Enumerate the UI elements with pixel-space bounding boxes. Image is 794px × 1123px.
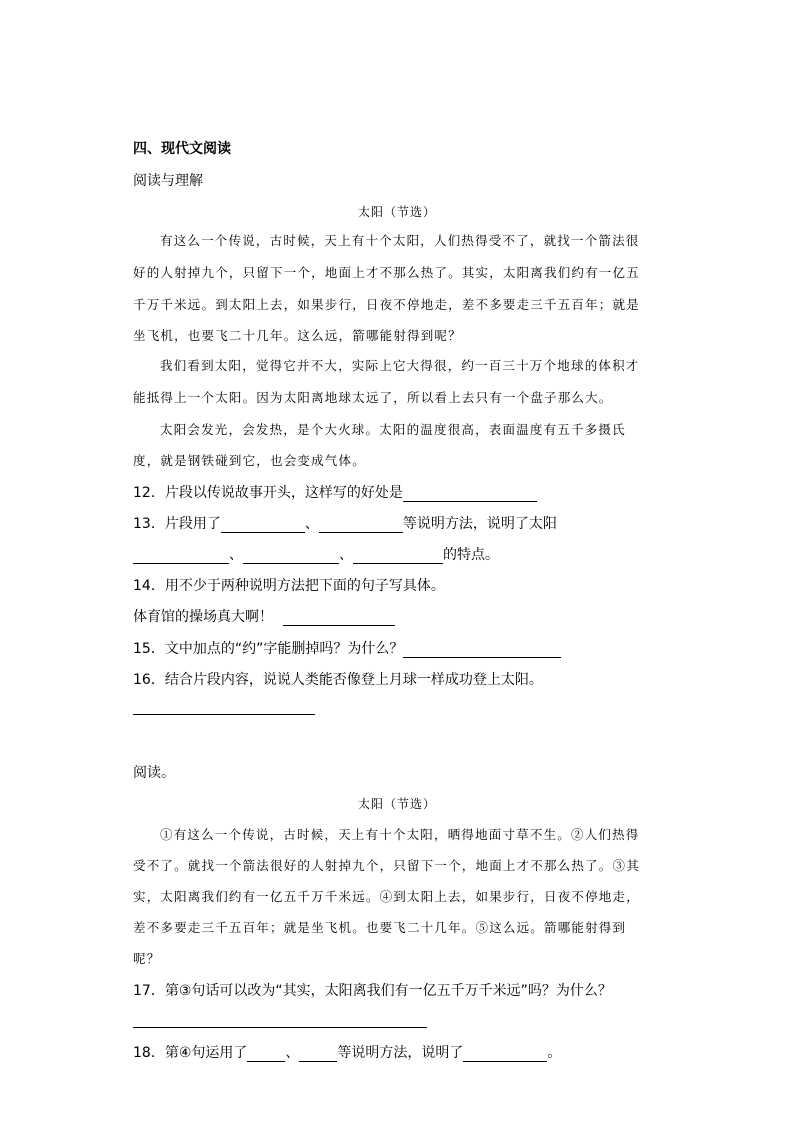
part2-passage-line: ①有这么一个传说，古时候，天上有十个太阳，晒得地面寸草不生。②人们热得 — [160, 827, 640, 842]
separator: 、 — [304, 516, 319, 532]
part2-passage-title: 太阳（节选） — [357, 797, 436, 811]
answer-blank[interactable] — [133, 549, 229, 564]
separator: 、 — [229, 547, 243, 563]
question-13-continued — [133, 546, 499, 564]
question-18-text: 等说明方法，说明了 — [337, 1045, 464, 1061]
question-12-text: 12．片段以传说故事开头，这样写的好处是 — [133, 485, 403, 501]
part2-instruction: 阅读。 — [133, 765, 175, 781]
part2-passage-line: 实，太阳离我们约有一亿五千万千米远。④到太阳上去，如果步行，日夜不停地走， — [133, 889, 640, 904]
part1-passage-line: 太阳会发光，会发热，是个大火球。太阳的温度很高，表面温度有五千多摄氏 — [160, 422, 626, 437]
question-17: 17．第③句话可以改为“其实，太阳离我们有一亿五千万千米远”吗？为什么？ — [133, 983, 612, 999]
part2-passage-line: 差不多要走三千五百年；就是坐飞机。也要飞二十几年。⑤这么远。箭哪能射得到 — [133, 920, 627, 935]
question-13-text: 等说明方法，说明了太阳 — [402, 516, 557, 532]
part2-passage-line: 受不了。就找一个箭法很好的人射掉九个，只留下一个，地面上才不那么热了。③其 — [133, 858, 640, 873]
answer-blank[interactable] — [221, 518, 305, 533]
separator: 、 — [285, 1045, 300, 1061]
question-18-end: 。 — [547, 1045, 562, 1061]
part1-passage-line: 能抵得上一个太阳。因为太阳离地球太远了，所以看上去只有一个盘子那么大。 — [133, 390, 613, 405]
part1-passage-line: 度，就是钢铁碰到它，也会变成气体。 — [133, 453, 366, 468]
answer-blank[interactable] — [463, 1047, 547, 1062]
question-15 — [133, 640, 561, 658]
question-18 — [133, 1044, 561, 1062]
answer-blank[interactable] — [403, 643, 561, 658]
part1-passage-line: 坐飞机，也要飞二十几年。这么远，箭哪能射得到呢？ — [133, 328, 462, 343]
part1-instruction: 阅读与理解 — [133, 173, 203, 189]
question-13-text: 的特点。 — [443, 547, 499, 563]
part2-passage-line: 呢？ — [133, 951, 161, 966]
answer-blank[interactable] — [319, 518, 403, 533]
question-14-sentence-line — [133, 608, 395, 626]
answer-blank[interactable] — [353, 549, 443, 564]
answer-line[interactable] — [133, 714, 315, 715]
question-18-text: 18．第④句运用了 — [133, 1045, 248, 1061]
part1-passage-line: 我们看到太阳，觉得它并不大，实际上它大得很，约一百三十万个地球的体积才 — [160, 358, 640, 373]
part1-passage-line: 好的人射掉九个，只留下一个，地面上才不那么热了。其实，太阳离我们约有一亿五 — [133, 265, 640, 280]
part1-passage-title: 太阳（节选） — [357, 205, 436, 219]
question-14-sentence: 体育馆的操场真大啊！ — [133, 609, 273, 625]
question-15-text: 15．文中加点的“约”字能删掉吗？为什么？ — [133, 641, 404, 657]
separator: 、 — [339, 547, 353, 563]
question-13-text: 13．片段用了 — [133, 516, 221, 532]
answer-blank[interactable] — [283, 611, 395, 626]
part1-passage-line: 有这么一个传说，古时候，天上有十个太阳，人们热得受不了，就找一个箭法很 — [160, 233, 640, 248]
answer-blank[interactable] — [403, 487, 537, 502]
answer-blank[interactable] — [243, 549, 339, 564]
answer-line[interactable] — [133, 1027, 427, 1028]
question-12 — [133, 484, 537, 502]
part1-passage-line: 千万千米远。到太阳上去，如果步行，日夜不停地走，差不多要走三千五百年；就是 — [133, 297, 640, 312]
answer-blank[interactable] — [299, 1047, 337, 1062]
question-16: 16．结合片段内容，说说人类能否像登上月球一样成功登上太阳。 — [133, 672, 543, 688]
question-14: 14．用不少于两种说明方法把下面的句子写具体。 — [133, 578, 445, 594]
question-13 — [133, 515, 557, 533]
section-title: 四、现代文阅读 — [133, 141, 231, 157]
answer-blank[interactable] — [247, 1047, 285, 1062]
